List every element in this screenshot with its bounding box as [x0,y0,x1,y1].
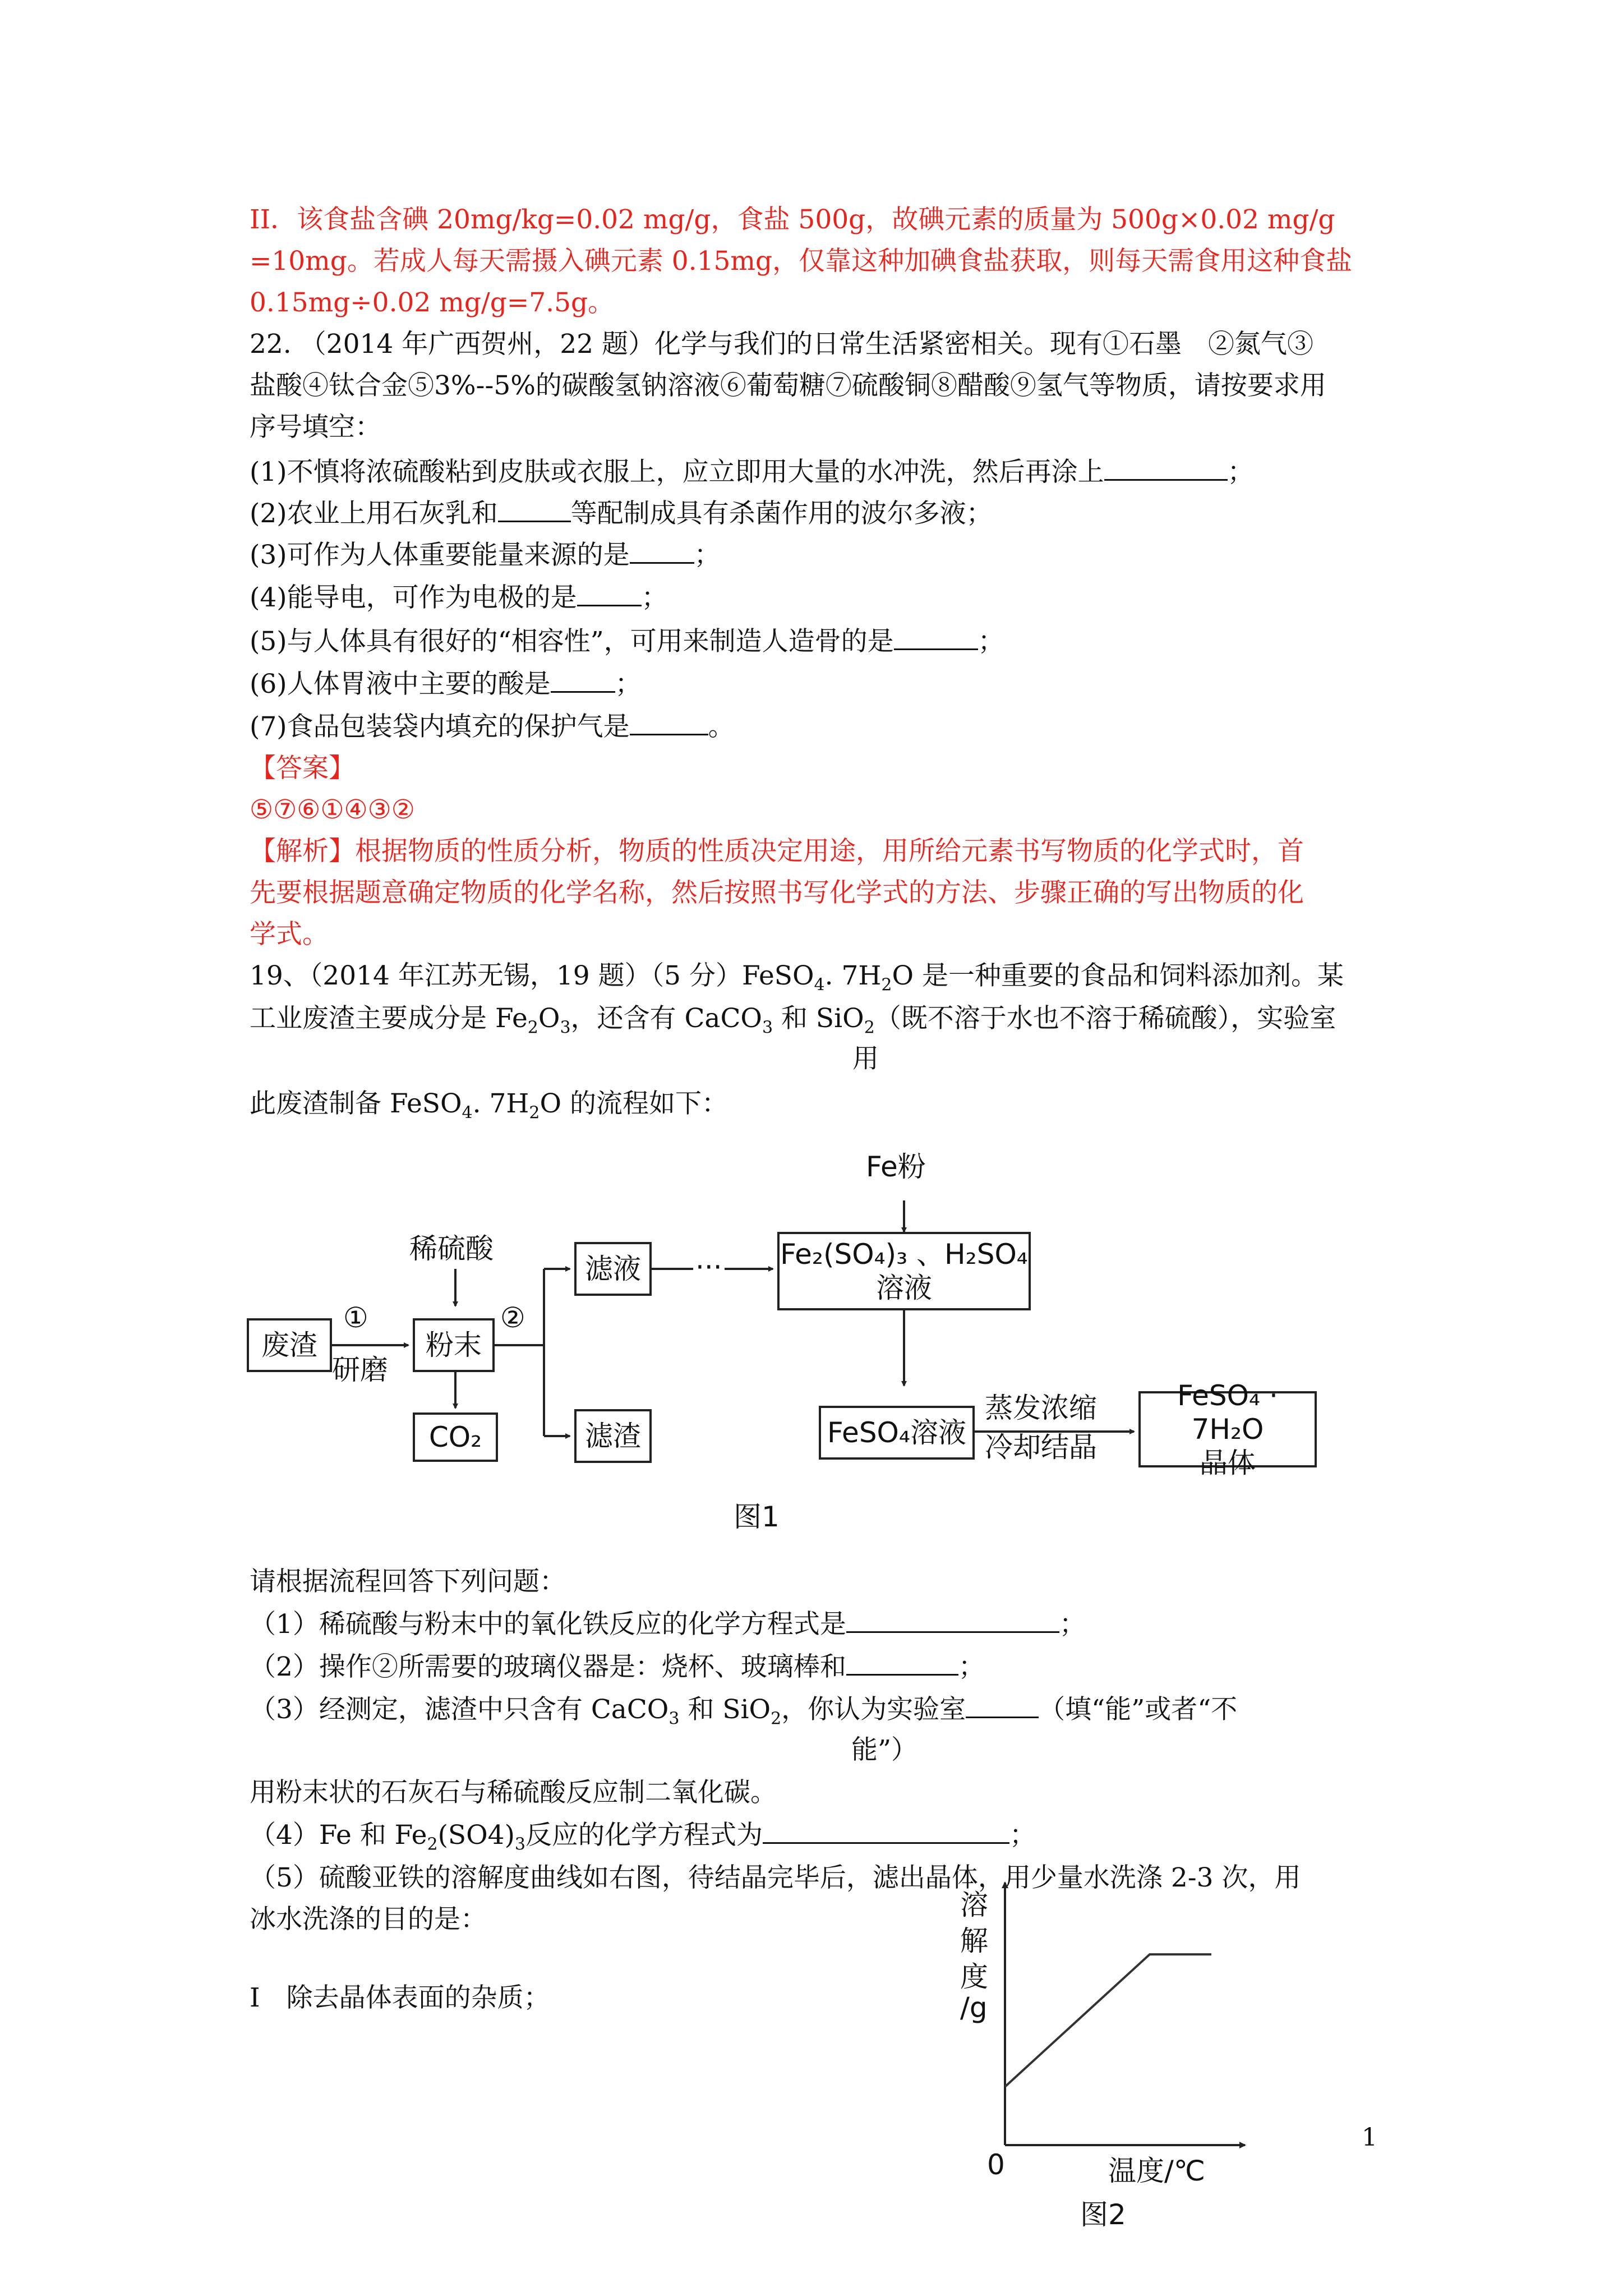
label-fe-powder: Fe粉 [866,1151,926,1183]
label-grind: 研磨 [332,1354,388,1386]
answer-line-2: =10mg。若成人每天需摄入碘元素 0.15mg，仅靠这种加碘食盐获取，则每天需食用这种食盐 [250,246,1353,277]
solubility-curve [1005,1954,1211,2087]
analysis-line-3: 学式。 [250,919,329,950]
q19-sub1: （1）稀硫酸与粉末中的氧化铁反应的化学方程式是 ； [250,1609,1086,1640]
x-axis-label: 温度/℃ [1108,2155,1205,2187]
page-number: 1 [1362,2123,1377,2152]
q19-line-4: 此废渣制备 FeSO$_4$. $7H_2O$ 的流程如下： [250,1088,728,1123]
q22-item-5: (5)与人体具有很好的“相容性”，可用来制造人造骨的是 ； [250,626,1004,657]
box-powder: 粉末 [413,1318,495,1372]
analysis-line-2: 先要根据题意确定物质的化学名称，然后按照书写化学式的方法、步骤正确的写出物质的化 [250,877,1304,908]
q22-line-1: 22. （2014 年广西贺州，22 题）化学与我们的日常生活紧密相关。现有①石墨 ②氮气③ [250,329,1313,360]
crystal-formula: FeSO₄ · 7H₂O [1177,1379,1278,1446]
q22-item-3: (3)可作为人体重要能量来源的是 ； [250,540,721,570]
box-feso4-solution: FeSO₄溶液 [819,1406,975,1460]
y-label-2: 解 [960,1925,988,1957]
q19-line-1: 19、（2014 年江苏无锡，19 题）（5 分）FeSO$_4$. $7H_2O$ 是一种重要的食品和饲料添加剂。某 [250,960,1344,995]
box-waste: 废渣 [247,1318,332,1372]
q19-sub5-line1: （5）硫酸亚铁的溶解度曲线如右图，待结晶完毕后，滤出晶体，用少量水洗涤 2-3 次，用 [250,1862,1301,1893]
answer-line-1: II．该食盐含碘 20mg/kg=0.02 mg/g，食盐 500g，故碘元素的质量为 500g×0.02 mg/g [250,204,1335,235]
label-cool: 冷却结晶 [985,1431,1097,1464]
mixture-label: 溶液 [876,1272,932,1304]
label-dots: ··· [695,1251,722,1283]
answer-heading: 【答案】 [250,753,355,784]
q22-item-7: (7)食品包装袋内填充的保护气是 。 [250,711,735,742]
q19-sub4: （4）Fe 和 $Fe_2(SO4)_3$反应的化学方程式为 ； [250,1820,1036,1855]
y-label-3: 度 [960,1961,988,1993]
q19-line-3: 用 [852,1043,879,1074]
q19-option-1: Ⅰ 除去晶体表面的杂质； [250,1982,550,2013]
q19-line-2: 工业废渣主要成分是 $Fe_2O_3$，还含有 CaCO$_3$ 和 SiO$_2$（既不溶于水也不溶于稀硫酸），实验室 [250,1003,1336,1038]
q22-item-1: (1)不慎将浓硫酸粘到皮肤或衣服上，应立即用大量的水冲洗，然后再涂上 ； [250,457,1254,487]
answer-line-3: 0.15mg÷0.02 mg/g=7.5g。 [250,287,615,318]
q22-line-3: 序号填空： [250,412,381,443]
figure1-caption: 图1 [734,1501,780,1533]
origin-label: 0 [987,2148,1005,2181]
box-filtrate: 滤液 [574,1242,652,1296]
q22-line-2: 盐酸④钛合金⑤3%--5%的碳酸氢钠溶液⑥葡萄糖⑦硫酸铜⑧醋酸⑨氢气等物质，请按要求用 [250,370,1326,401]
q22-item-2: (2)农业上用石灰乳和 等配制成具有杀菌作用的波尔多液； [250,498,993,529]
analysis-line-1: 【解析】根据物质的性质分析，物质的性质决定用途，用所给元素书写物质的化学式时，首 [250,836,1304,867]
q19-sub3: （3）经测定，滤渣中只含有 CaCO$_3$ 和 SiO$_2$，你认为实验室 （填“能”或者“不 [250,1694,1238,1729]
q19-sub3-cont: 能”） [851,1734,918,1765]
y-label-1: 溶 [960,1889,988,1921]
mixture-formula: Fe₂(SO₄)₃ 、H₂SO₄ [780,1238,1028,1271]
box-residue: 滤渣 [574,1409,652,1463]
y-label-4: /g [960,1991,988,2024]
label-step1: ① [343,1301,368,1334]
label-dilute-acid: 稀硫酸 [409,1232,494,1265]
crystal-label: 晶体 [1200,1447,1256,1479]
q19-sub3-end: 用粉末状的石灰石与稀硫酸反应制二氧化碳。 [250,1777,777,1808]
q19-sub2: （2）操作②所需要的玻璃仪器是：烧杯、玻璃棒和 ； [250,1651,985,1682]
answer-sequence: ⑤⑦⑥①④③② [250,794,415,825]
box-co2: CO₂ [413,1412,498,1462]
figure2-caption: 图2 [1080,2198,1126,2231]
q22-item-4: (4)能导电，可作为电极的是 ； [250,582,668,613]
label-evaporate: 蒸发浓缩 [985,1392,1097,1424]
q19-sub5-line2: 冰水洗涤的目的是： [250,1904,487,1935]
q22-item-6: (6)人体胃液中主要的酸是 ； [250,669,642,700]
label-step2: ② [500,1301,525,1334]
q19-intro: 请根据流程回答下列问题： [250,1566,566,1597]
